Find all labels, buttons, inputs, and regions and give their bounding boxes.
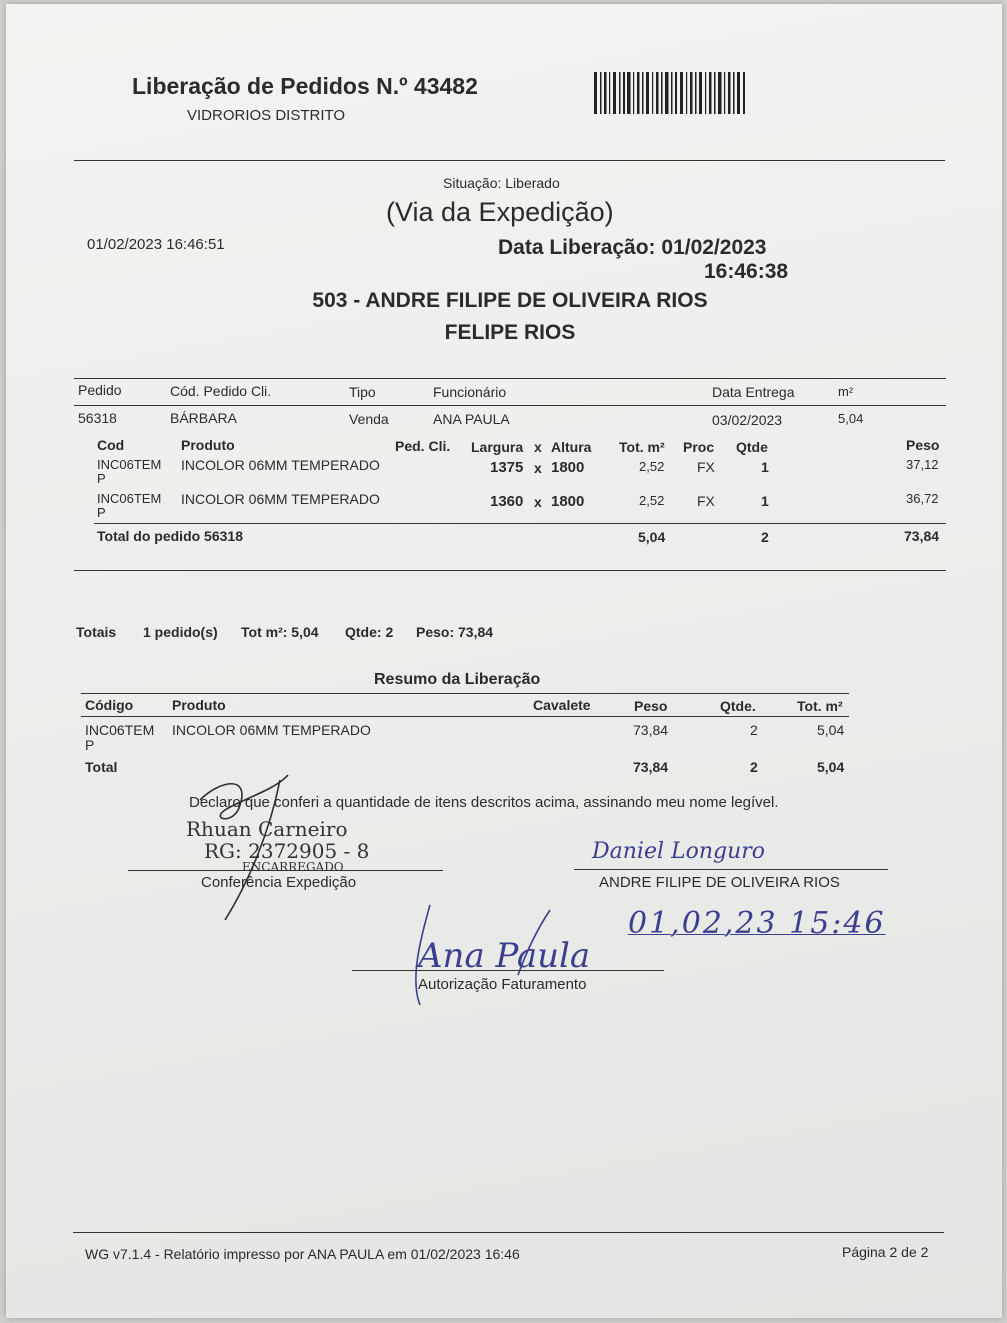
status-text: Situação: Liberado xyxy=(443,175,560,191)
item-qtde: 1 xyxy=(761,459,769,475)
signature-line-conferencia xyxy=(128,870,443,871)
item-proc: FX xyxy=(697,493,715,509)
items-col-peso: Peso xyxy=(906,437,940,453)
item-tot-m2: 2,52 xyxy=(639,493,665,508)
signature-line-client xyxy=(574,869,888,870)
item-cod-wrap: P xyxy=(97,505,106,520)
barcode-icon xyxy=(592,70,748,116)
client-signature-label: ANDRE FILIPE DE OLIVEIRA RIOS xyxy=(599,874,840,891)
auth-handwritten-signature: Ana Paula xyxy=(418,936,591,976)
item-altura: 1800 xyxy=(551,493,585,510)
resumo-col-peso: Peso xyxy=(634,698,668,714)
resumo-total-label: Total xyxy=(85,759,118,775)
auth-signature-flourish-icon xyxy=(400,900,600,1010)
order-m2: 5,04 xyxy=(838,411,864,426)
col-funcionario: Funcionário xyxy=(433,384,507,400)
autorizacao-label: Autorização Faturamento xyxy=(418,976,587,993)
client-handwritten-signature: Daniel Longuro xyxy=(592,839,766,864)
resumo-col-qtde: Qtde. xyxy=(720,698,756,714)
totals-m2: Tot m²: 5,04 xyxy=(241,624,319,640)
totals-peso: Peso: 73,84 xyxy=(416,624,494,640)
handwritten-date: 01,02,23 15:46 xyxy=(628,906,886,941)
release-time: 16:46:38 xyxy=(704,260,789,283)
item-largura: 1360 xyxy=(490,493,524,510)
order-total-label: Total do pedido 56318 xyxy=(97,528,243,544)
via-label: (Via da Expedição) xyxy=(386,197,614,227)
footer-printed-by: WG v7.1.4 - Relatório impresso por ANA PAULA em 01/02/2023 16:46 xyxy=(85,1246,520,1262)
resumo-header-line xyxy=(81,716,849,717)
items-col-qtde: Qtde xyxy=(736,439,768,455)
order-section-bottom-line xyxy=(74,570,946,571)
item-tot-m2: 2,52 xyxy=(639,459,665,474)
client-nickname: FELIPE RIOS xyxy=(444,321,576,344)
items-col-altura: Altura xyxy=(551,439,592,455)
items-col-tot-m2: Tot. m² xyxy=(619,439,665,455)
resumo-qtde: 2 xyxy=(750,722,758,738)
footer-page-number: Página 2 de 2 xyxy=(842,1244,929,1260)
resumo-col-produto: Produto xyxy=(172,697,226,713)
items-col-cod: Cod xyxy=(97,437,125,453)
item-x: x xyxy=(534,494,542,510)
items-total-line xyxy=(94,523,946,524)
item-produto: INCOLOR 06MM TEMPERADO xyxy=(181,491,380,507)
resumo-produto: INCOLOR 06MM TEMPERADO xyxy=(172,722,371,738)
item-qtde: 1 xyxy=(761,493,769,509)
totals-pedidos: 1 pedido(s) xyxy=(143,624,218,640)
client-name: 503 - ANDRE FILIPE DE OLIVEIRA RIOS xyxy=(312,289,708,312)
item-cod: INC06TEM xyxy=(97,491,162,506)
stamp-rg: RG: 2372905 - 8 xyxy=(204,839,370,863)
resumo-total-peso: 73,84 xyxy=(633,759,669,775)
item-peso: 37,12 xyxy=(906,457,939,472)
order-cod-pedido-cli: BÁRBARA xyxy=(170,410,237,426)
company-name: VIDRORIOS DISTRITO xyxy=(187,107,346,124)
item-x: x xyxy=(534,460,542,476)
resumo-top-line xyxy=(81,693,849,694)
order-total-m2: 5,04 xyxy=(638,529,666,545)
resumo-tot-m2: 5,04 xyxy=(817,722,845,738)
report-title: Liberação de Pedidos N.º 43482 xyxy=(132,73,478,99)
col-data-entrega: Data Entrega xyxy=(712,384,795,400)
items-col-ped-cli: Ped. Cli. xyxy=(395,438,451,454)
release-date: Data Liberação: 01/02/2023 xyxy=(498,236,767,259)
stamp-name: Rhuan Carneiro xyxy=(186,817,348,841)
footer-divider xyxy=(73,1232,944,1233)
resumo-codigo: INC06TEM xyxy=(85,722,155,738)
order-header-top-line xyxy=(74,378,946,379)
order-total-qtde: 2 xyxy=(761,529,769,545)
resumo-codigo-wrap: P xyxy=(85,737,95,753)
order-header-bottom-line xyxy=(74,405,946,406)
signature-line-autorizacao xyxy=(352,970,664,971)
resumo-col-tot-m2: Tot. m² xyxy=(797,698,843,714)
declaration-text: Declaro que conferi a quantidade de itens descritos acima, assinando meu nome legível. xyxy=(189,794,779,811)
resumo-col-codigo: Código xyxy=(85,697,134,713)
totals-label: Totais xyxy=(76,624,117,640)
resumo-peso: 73,84 xyxy=(633,722,669,738)
order-tipo: Venda xyxy=(349,411,389,427)
order-total-peso: 73,84 xyxy=(904,528,940,544)
order-data-entrega: 03/02/2023 xyxy=(712,412,783,428)
stamp-role: ENCARREGADO xyxy=(242,860,344,874)
item-largura: 1375 xyxy=(490,459,524,476)
items-col-proc: Proc xyxy=(683,439,715,455)
col-m2: m² xyxy=(838,384,854,399)
order-funcionario: ANA PAULA xyxy=(433,411,510,427)
items-col-x: x xyxy=(534,439,542,455)
item-cod: INC06TEM xyxy=(97,457,162,472)
item-altura: 1800 xyxy=(551,459,585,476)
resumo-title: Resumo da Liberação xyxy=(374,671,541,688)
resumo-total-qtde: 2 xyxy=(750,759,758,775)
totals-qtde: Qtde: 2 xyxy=(345,624,394,640)
signature-scribble-icon xyxy=(180,770,310,930)
item-cod-wrap: P xyxy=(97,471,106,486)
conferencia-label: Conferência Expedição xyxy=(201,874,357,891)
items-col-produto: Produto xyxy=(181,437,235,453)
col-pedido: Pedido xyxy=(78,382,122,398)
print-datetime: 01/02/2023 16:46:51 xyxy=(87,236,225,253)
header-divider xyxy=(74,160,945,161)
resumo-col-cavalete: Cavalete xyxy=(533,697,591,713)
item-produto: INCOLOR 06MM TEMPERADO xyxy=(181,457,380,473)
item-peso: 36,72 xyxy=(906,491,939,506)
items-col-largura: Largura xyxy=(471,439,524,455)
col-tipo: Tipo xyxy=(349,384,376,400)
order-pedido: 56318 xyxy=(78,410,117,426)
item-proc: FX xyxy=(697,459,715,475)
col-cod-pedido-cli: Cód. Pedido Cli. xyxy=(170,383,272,399)
resumo-total-m2: 5,04 xyxy=(817,759,845,775)
